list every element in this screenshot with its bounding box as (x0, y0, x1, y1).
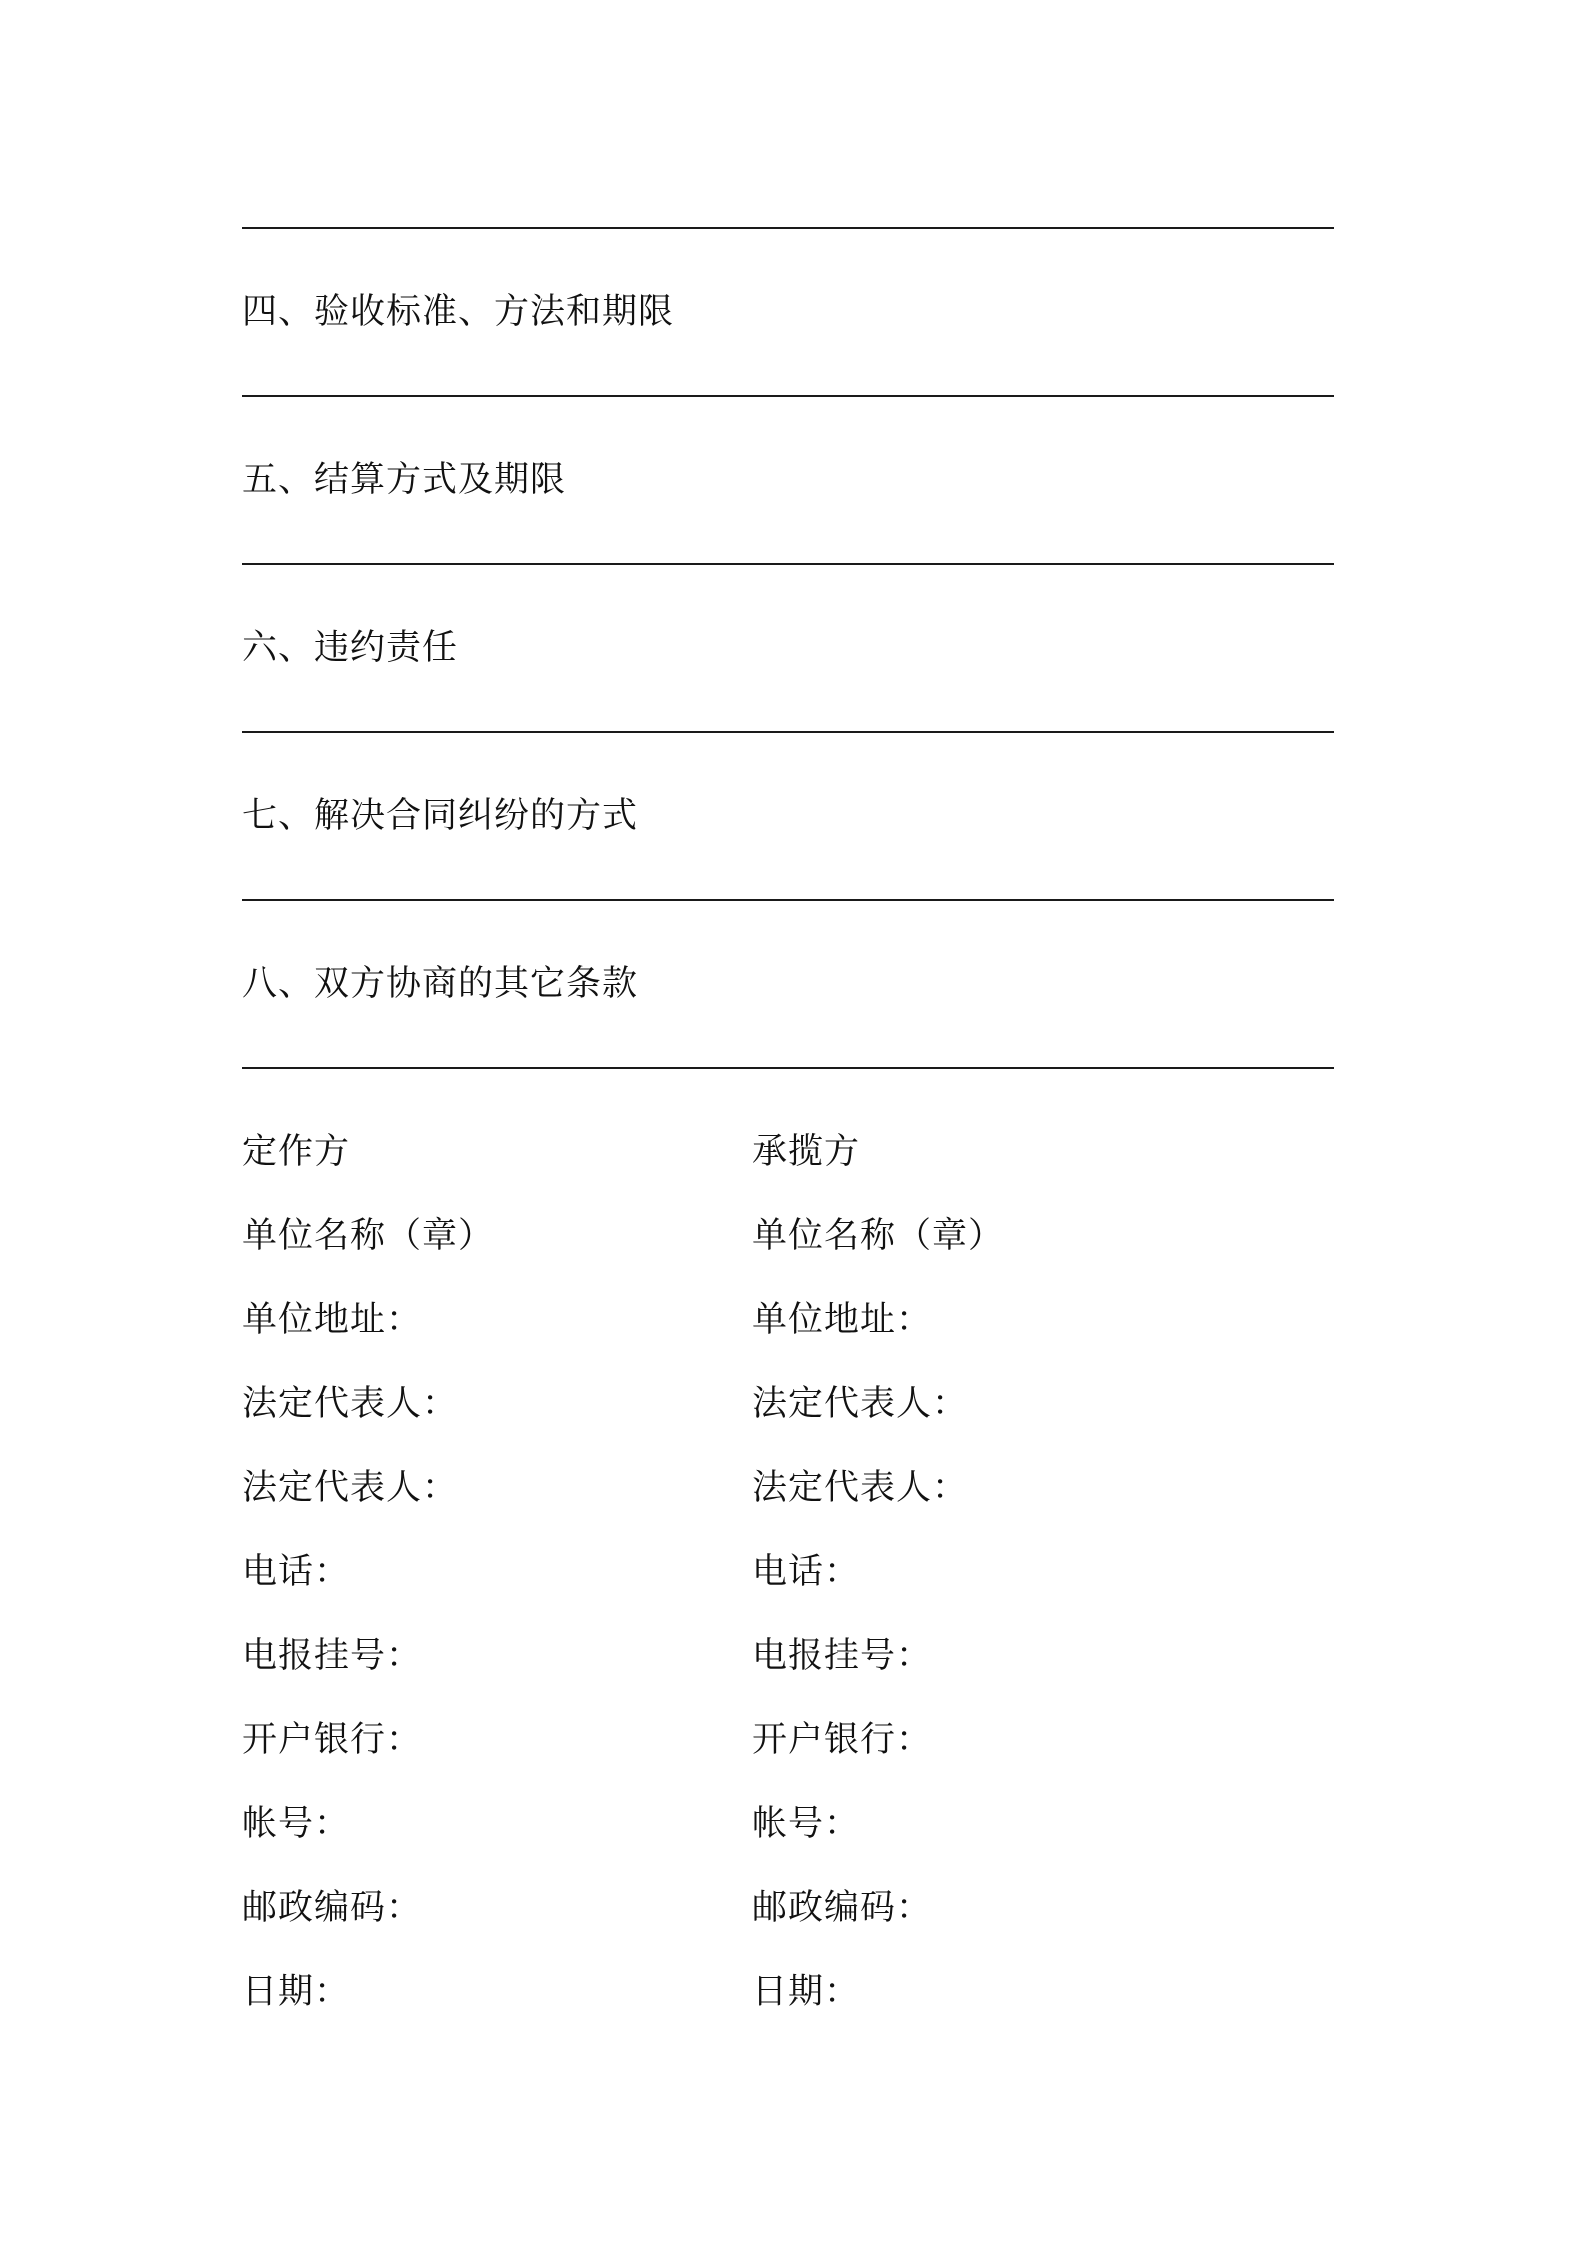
right-field-unit-address: 单位地址： (752, 1300, 933, 1340)
left-field-postcode: 邮政编码： (242, 1888, 423, 1928)
left-field-unit-name: 单位名称（章） (242, 1216, 495, 1256)
left-field-legal-rep: 法定代表人： (242, 1384, 459, 1424)
left-field-bank: 开户银行： (242, 1720, 423, 1760)
left-party-title: 定作方 (242, 1132, 351, 1172)
right-field-unit-name: 单位名称（章） (752, 1216, 1005, 1256)
blank-line-4 (242, 731, 1334, 733)
blank-line-2 (242, 395, 1334, 397)
right-field-account: 帐号： (752, 1804, 861, 1844)
section-heading-settlement: 五、结算方式及期限 (242, 460, 567, 500)
section-heading-dispute: 七、解决合同纠纷的方式 (242, 796, 639, 836)
left-field-date: 日期： (242, 1972, 351, 2012)
section-heading-liability: 六、违约责任 (242, 628, 459, 668)
right-field-legal-rep: 法定代表人： (752, 1384, 969, 1424)
section-heading-acceptance: 四、验收标准、方法和期限 (242, 292, 675, 332)
left-field-unit-address: 单位地址： (242, 1300, 423, 1340)
right-field-postcode: 邮政编码： (752, 1888, 933, 1928)
blank-line-1 (242, 227, 1334, 229)
right-field-telegram: 电报挂号： (752, 1636, 933, 1676)
right-field-phone: 电话： (752, 1552, 861, 1592)
left-field-telegram: 电报挂号： (242, 1636, 423, 1676)
left-field-account: 帐号： (242, 1804, 351, 1844)
blank-line-6 (242, 1067, 1334, 1069)
left-field-phone: 电话： (242, 1552, 351, 1592)
blank-line-3 (242, 563, 1334, 565)
right-party-title: 承揽方 (752, 1132, 861, 1172)
right-field-legal-rep-2: 法定代表人： (752, 1468, 969, 1508)
section-heading-other-terms: 八、双方协商的其它条款 (242, 964, 639, 1004)
left-field-legal-rep-2: 法定代表人： (242, 1468, 459, 1508)
right-field-bank: 开户银行： (752, 1720, 933, 1760)
blank-line-5 (242, 899, 1334, 901)
right-field-date: 日期： (752, 1972, 861, 2012)
